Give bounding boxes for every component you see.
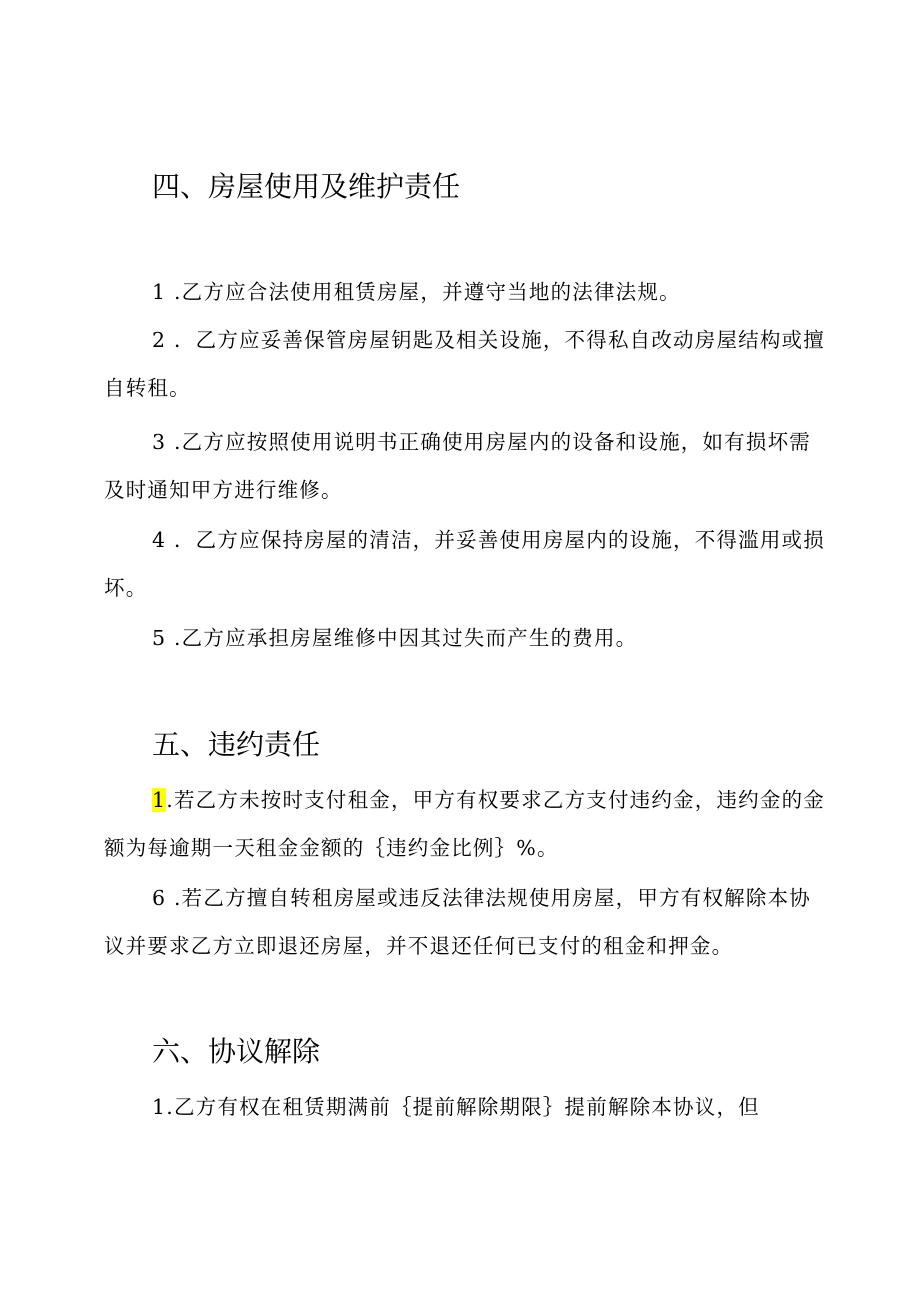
clause-4-5 xyxy=(104,614,824,662)
clause-4-2 xyxy=(104,316,824,412)
clause-line-continued: 坏。 xyxy=(104,576,148,600)
clause-line xyxy=(104,776,824,824)
clause-5-2 xyxy=(104,874,824,970)
clause-line: 4 ．乙方应保持房屋的清洁，并妥善使用房屋内的设施，不得滥用或损 xyxy=(152,528,825,552)
clause-line-continued: 额为每逾期一天租金金额的｛违约金比例｝%。 xyxy=(104,836,559,860)
clause-line-continued: 议并要求乙方立即退还房屋，并不退还任何已支付的租金和押金。 xyxy=(104,934,734,958)
clause-4-1 xyxy=(104,268,824,316)
clause-line: 1.乙方有权在租赁期满前｛提前解除期限｝提前解除本协议，但 xyxy=(152,1095,760,1119)
clause-4-3 xyxy=(104,418,824,514)
clause-4-4 xyxy=(104,516,824,612)
clause-line: 5 .乙方应承担房屋维修中因其过失而产生的费用。 xyxy=(152,626,638,650)
clause-6-1 xyxy=(104,1083,824,1131)
clause-line: 6 .若乙方擅自转租房屋或违反法律法规使用房屋，甲方有权解除本协 xyxy=(152,886,811,910)
clause-line: 1 .乙方应合法使用租赁房屋，并遵守当地的法律法规。 xyxy=(152,280,681,304)
section-heading-4: 四、房屋使用及维护责任 xyxy=(152,170,461,203)
clause-text: .若乙方未按时支付租金，甲方有权要求乙方支付违约金，违约金的金 xyxy=(166,788,825,812)
clause-5-1 xyxy=(104,776,824,872)
highlight-mark: 1 xyxy=(152,788,167,812)
section-heading-5: 五、违约责任 xyxy=(152,728,321,761)
clause-line-continued: 及时通知甲方进行维修。 xyxy=(104,478,343,502)
clause-line: 3 .乙方应按照使用说明书正确使用房屋内的设备和设施，如有损坏需 xyxy=(152,430,811,454)
clause-line: 2 ．乙方应妥善保管房屋钥匙及相关设施，不得私自改动房屋结构或擅 xyxy=(152,328,825,352)
section-heading-6: 六、协议解除 xyxy=(152,1035,321,1068)
clause-line-continued: 自转租。 xyxy=(104,376,191,400)
